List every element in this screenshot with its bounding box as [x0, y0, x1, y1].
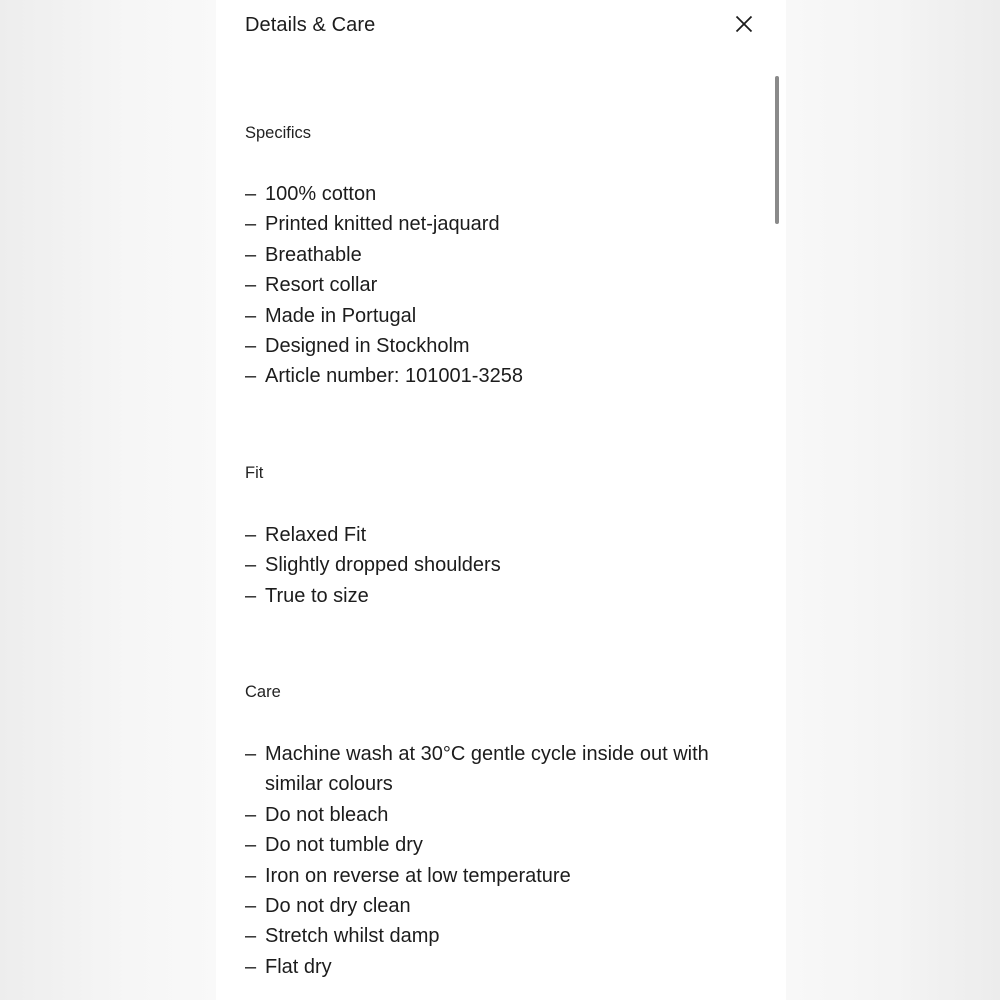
list-item-text: Do not bleach [265, 803, 389, 826]
bullet-dash: – [245, 335, 257, 358]
bullet-dash: – [245, 274, 257, 297]
scrollbar[interactable] [775, 76, 780, 224]
list-item-text: Flat dry [265, 955, 332, 978]
list-item [245, 952, 735, 982]
list-item [245, 331, 735, 361]
background-left [0, 0, 216, 1000]
list-item-text: True to size [265, 584, 369, 607]
bullet-dash: – [245, 834, 257, 857]
specifics-list [245, 179, 735, 392]
list-item [245, 800, 735, 830]
list-item [245, 581, 735, 611]
bullet-dash: – [245, 584, 257, 607]
list-item-text: Article number: 101001-3258 [265, 365, 523, 388]
list-item-text: Breathable [265, 243, 362, 266]
close-button[interactable] [730, 10, 758, 38]
list-item [245, 861, 735, 891]
list-item [245, 520, 735, 550]
bullet-dash: – [245, 955, 257, 978]
fit-list [245, 520, 735, 611]
section-heading-specifics: Specifics [245, 124, 312, 142]
list-item [245, 550, 735, 580]
list-item [245, 240, 735, 270]
bullet-dash: – [245, 213, 257, 236]
list-item-text: Iron on reverse at low temperature [265, 864, 571, 887]
list-item [245, 891, 735, 921]
bullet-dash: – [245, 524, 257, 546]
bullet-dash: – [245, 243, 257, 266]
list-item [245, 830, 735, 860]
list-item [245, 270, 735, 300]
care-list [245, 739, 735, 982]
bullet-dash: – [245, 895, 257, 918]
bullet-dash: – [245, 803, 257, 826]
list-item-text: Relaxed Fit [265, 524, 367, 546]
list-item-text: Made in Portugal [265, 304, 417, 327]
bullet-dash: – [245, 743, 257, 765]
list-item [245, 921, 735, 951]
list-item-text: 100% cotton [265, 183, 377, 205]
section-heading-care: Care [245, 683, 281, 701]
list-item-text: Designed in Stockholm [265, 335, 470, 358]
panel-title: Details & Care [245, 14, 376, 36]
list-item-text: Do not dry clean [265, 895, 411, 918]
list-item-text: Resort collar [265, 274, 378, 297]
list-item [245, 301, 735, 331]
bullet-dash: – [245, 925, 257, 948]
scrollbar-thumb[interactable] [775, 76, 779, 224]
bullet-dash: – [245, 554, 257, 577]
list-item-text: Do not tumble dry [265, 834, 423, 857]
list-item-text: Machine wash at 30°C gentle cycle inside out with similar colours [265, 743, 709, 796]
background-right [786, 0, 1000, 1000]
bullet-dash: – [245, 864, 257, 887]
list-item [245, 361, 735, 391]
list-item [245, 739, 735, 800]
bullet-dash: – [245, 365, 257, 388]
details-care-panel [216, 0, 786, 1000]
bullet-dash: – [245, 304, 257, 327]
close-icon [735, 15, 753, 33]
list-item [245, 209, 735, 239]
list-item-text: Slightly dropped shoulders [265, 554, 501, 577]
list-item-text: Stretch whilst damp [265, 925, 440, 948]
list-item [245, 179, 735, 209]
section-heading-fit: Fit [245, 464, 264, 482]
list-item-text: Printed knitted net-jaquard [265, 213, 500, 236]
bullet-dash: – [245, 183, 257, 205]
